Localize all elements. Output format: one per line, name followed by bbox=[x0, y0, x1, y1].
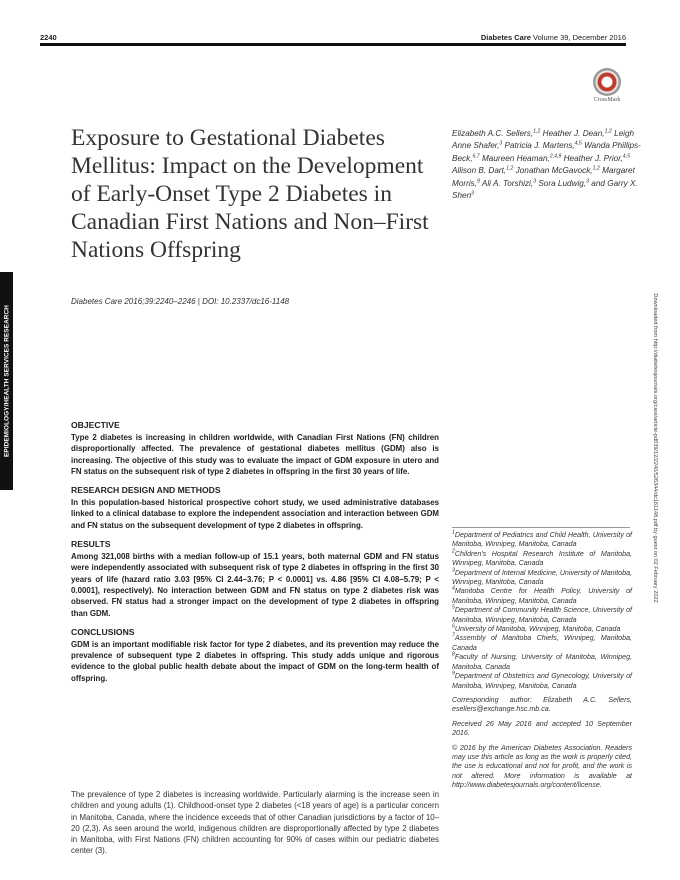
affiliation-list bbox=[452, 531, 632, 691]
methods-text: In this population-based historical prospective cohort study, we used administrative databases linked to a clinical database to explore the independent association and interaction between GDM and FN status on the subsequent development of type 2 diabetes in offspring. bbox=[71, 498, 439, 530]
crossmark-label: CrossMark bbox=[593, 97, 621, 103]
author-affiliation-ref: 1,2 bbox=[604, 128, 612, 135]
affiliation-number: 9 bbox=[452, 670, 455, 677]
author-affiliation-ref: 3 bbox=[471, 190, 475, 197]
affiliation-text: Department of Community Health Science, University of Manitoba, Winnipeg, Manitoba, Canada bbox=[452, 606, 632, 624]
author-name: Allison B. Dart, bbox=[452, 166, 507, 176]
author-name: Jonathan McGavock, bbox=[515, 166, 593, 176]
affiliation-text: Department of Internal Medicine, University of Manitoba, Winnipeg, Manitoba, Canada bbox=[452, 568, 632, 587]
download-watermark-text: Downloaded from http://diabetesjournals.org/care/article-pdf/39/12/2240/526344/dc161148.pdf by guest on 02 February 2022 bbox=[652, 293, 658, 603]
abstract bbox=[71, 420, 439, 692]
conclusions-heading: CONCLUSIONS bbox=[71, 626, 135, 637]
objective-heading: OBJECTIVE bbox=[71, 420, 120, 430]
author-name: Wanda Phillips-Beck, bbox=[452, 141, 641, 163]
affiliation-divider bbox=[452, 527, 630, 528]
affiliation-text: Children's Hospital Research Institute of Manitoba, Winnipeg, Manitoba, Canada bbox=[452, 549, 632, 568]
affiliation-number: 2 bbox=[452, 548, 455, 555]
author-affiliation-ref: 9 bbox=[477, 177, 480, 184]
affiliation-text: Department of Obstetrics and Gynecology, University of Manitoba, Winnipeg, Manitoba, Canada bbox=[452, 672, 632, 690]
corresponding-author: Corresponding author: Elizabeth A.C. Sellers, esellers@exchange.hsc.mb.ca. bbox=[452, 695, 632, 714]
conclusions-text: GDM is an important modifiable risk factor for type 2 diabetes, and its prevention may reduce the prevalence of subsequent type 2 diabetes in offspring. This study adds unique and rigorous evidence to the global public health debate about the impact of GDM on the long-term health of offspring. bbox=[71, 639, 439, 683]
author-affiliation-ref: 4,5 bbox=[622, 153, 630, 160]
author-list bbox=[452, 128, 642, 202]
affiliation-number: 5 bbox=[452, 604, 455, 611]
author-affiliation-ref: 1,2 bbox=[533, 128, 541, 135]
affiliation-item bbox=[452, 550, 632, 569]
copyright-notice: © 2016 by the American Diabetes Association. Readers may use this article as long as the work is properly cited, the use is educational and not for profit, and the work is not altered. More information is available at http://www.diabetesjournals.org/content/license. bbox=[452, 743, 632, 790]
journal-name: Diabetes Care bbox=[480, 33, 531, 42]
intro-paragraph: The prevalence of type 2 diabetes is increasing worldwide. Particularly alarming is the increase seen in children and young adults (1). Childhood-onset type 2 diabetes (<18 years of age) is a particular concern in Manitoba, Canada, where the incidence exceeds that of other Canadian jurisdictions by a factor of 10–20 (2,3). As seen around the world, indigenous children are disproportionally affected by type 2 diabetes in Manitoba, with First Nations (FN) children accounting for 90% of cases within our pediatric diabetes center (3). bbox=[71, 790, 439, 856]
section-side-tab-label: EPIDEMIOLOGY/HEALTH SERVICES RESEARCH bbox=[3, 305, 10, 457]
affiliation-number: 6 bbox=[452, 623, 455, 630]
methods-heading: RESEARCH DESIGN AND METHODS bbox=[71, 485, 221, 496]
crossmark-badge[interactable] bbox=[590, 68, 624, 103]
journal-header bbox=[481, 33, 626, 42]
author-affiliation-ref: 1,2 bbox=[506, 165, 514, 172]
affiliation-number: 4 bbox=[452, 586, 455, 593]
affiliation-item bbox=[452, 587, 632, 606]
affiliation-item bbox=[452, 569, 632, 588]
affiliation-number: 3 bbox=[452, 567, 455, 574]
affiliation-item bbox=[452, 531, 632, 550]
author-name: Heather J. Dean, bbox=[542, 129, 605, 138]
article-title: Exposure to Gestational Diabetes Mellitus: Impact on the Development of Early-Onset Type 2 Diabetes in Canadian First Nations and Non–First Nations Offspring bbox=[71, 125, 429, 263]
objective-text: Type 2 diabetes is increasing in children worldwide, with Canadian First Nations (FN) children disproportionally affected. The prevalence of gestational diabetes mellitus (GDM) also is increasing. The objective of this study was to evaluate the impact of GDM exposure in utero and FN status on the subsequent risk of type 2 diabetes in offspring in the first 30 years of life. bbox=[71, 433, 439, 476]
affiliation-item bbox=[452, 634, 632, 653]
affiliation-item bbox=[452, 653, 632, 672]
author-name: Elizabeth A.C. Sellers, bbox=[452, 129, 534, 138]
affiliation-number: 1 bbox=[452, 529, 455, 536]
author-name: Leigh Anne Shafer, bbox=[452, 129, 635, 151]
author-name: Maureen Heaman, bbox=[481, 153, 550, 163]
author-affiliation-ref: 2,4,8 bbox=[549, 153, 562, 160]
affiliation-text: Department of Pediatrics and Child Health, University of Manitoba, Winnipeg, Manitoba, Canada bbox=[452, 531, 632, 549]
author-affiliation-ref: 3 bbox=[499, 140, 503, 147]
affiliation-number: 8 bbox=[452, 651, 455, 658]
author-affiliation-ref: 1,2 bbox=[592, 165, 600, 172]
author-affiliation-ref: 4,5 bbox=[574, 140, 582, 147]
author-name: and Garry X. Shen bbox=[452, 178, 638, 201]
author-name: Heather J. Prior, bbox=[563, 153, 623, 163]
author-name: Sora Ludwig, bbox=[538, 178, 587, 188]
author-name: Ali A. Torshizi, bbox=[481, 178, 534, 188]
journal-issue: Volume 39, December 2016 bbox=[533, 33, 626, 42]
download-watermark bbox=[649, 258, 661, 638]
header-rule bbox=[40, 43, 626, 46]
affiliation-text: Manitoba Centre for Health Policy, University of Manitoba, Winnipeg, Manitoba, Canada bbox=[452, 587, 632, 605]
affiliation-item bbox=[452, 672, 632, 691]
affiliation-number: 7 bbox=[452, 633, 455, 640]
affiliation-text: Faculty of Nursing, University of Manitoba, Winnipeg, Manitoba, Canada bbox=[452, 653, 632, 671]
author-affiliation-ref: 3 bbox=[586, 177, 590, 184]
author-affiliation-ref: 6,7 bbox=[472, 153, 480, 160]
author-affiliation-ref: 3 bbox=[533, 177, 537, 184]
results-heading: RESULTS bbox=[71, 539, 111, 550]
section-side-tab bbox=[0, 272, 13, 490]
results-text: Among 321,008 births with a median follow-up of 15.1 years, both maternal GDM and FN status were independently associated with subsequent risk of type 2 diabetes in offspring in the first 30 years of life (hazard ratio 3.03 [95% CI 2.44–3.76; P < 0.0001] vs. 4.86 [95% CI 4.08–5.79; P < 0.0001], respectively). No interaction between GDM and FN status on type 2 diabetes risk was observed. FN status had a stronger impact on the development of type 2 diabetes in offspring than GDM. bbox=[71, 552, 439, 618]
received-dates: Received 26 May 2016 and accepted 10 September 2016. bbox=[452, 719, 632, 738]
affiliations-block bbox=[452, 531, 632, 791]
author-name: Patricia J. Martens, bbox=[504, 141, 575, 151]
affiliation-text: Assembly of Manitoba Chiefs, Winnipeg, Manitoba, Canada bbox=[452, 634, 632, 652]
affiliation-text: University of Manitoba, Winnipeg, Manitoba, Canada bbox=[454, 625, 621, 634]
author-name: Margaret Morris, bbox=[452, 166, 635, 188]
crossmark-icon bbox=[593, 68, 621, 96]
affiliation-item bbox=[452, 606, 632, 625]
article-citation: Diabetes Care 2016;39:2240–2246 | DOI: 10.2337/dc16-1148 bbox=[71, 297, 290, 306]
page-number: 2240 bbox=[40, 33, 57, 42]
